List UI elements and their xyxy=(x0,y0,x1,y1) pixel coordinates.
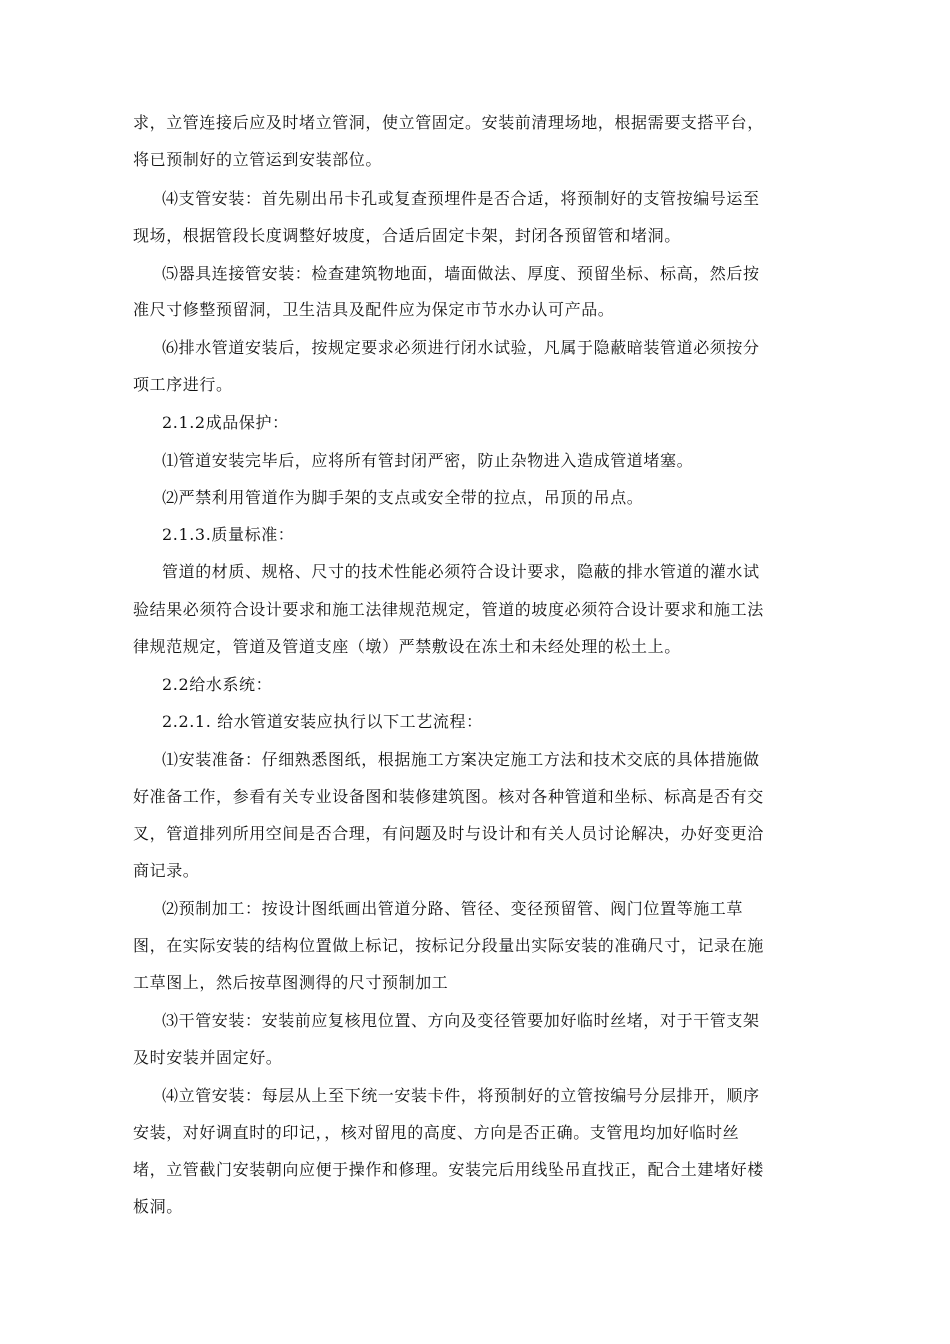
body-text-line: 管道的材质、规格、尺寸的技术性能必须符合设计要求，隐蔽的排水管道的灌水试 xyxy=(162,562,760,581)
section-heading: 2.2.1. 给水管道安装应执行以下工艺流程： xyxy=(162,712,483,731)
section-heading: 2.1.3.质量标准： xyxy=(162,525,295,544)
body-text-line: 图，在实际安装的结构位置做上标记，按标记分段量出实际安装的准确尺寸，记录在施 xyxy=(133,936,764,955)
body-text-line: 板洞。 xyxy=(133,1197,183,1216)
body-text-line: 验结果必须符合设计要求和施工法律规范规定，管道的坡度必须符合设计要求和施工法 xyxy=(133,600,764,619)
body-text-line: 商记录。 xyxy=(133,861,200,880)
body-text-line: ⑴安装准备：仔细熟悉图纸，根据施工方案决定施工方法和技术交底的具体措施做 xyxy=(162,750,760,769)
body-text-line: ⑷支管安装：首先剔出吊卡孔或复查预埋件是否合适，将预制好的支管按编号运至 xyxy=(162,189,760,208)
body-text-line: ⑵预制加工：按设计图纸画出管道分路、管径、变径预留管、阀门位置等施工草 xyxy=(162,899,744,918)
body-text-line: 工草图上，然后按草图测得的尺寸预制加工 xyxy=(133,973,449,992)
section-heading: 2.1.2成品保护： xyxy=(162,413,289,432)
body-text-line: ⑴管道安装完毕后，应将所有管封闭严密，防止杂物进入造成管道堵塞。 xyxy=(162,451,694,470)
body-text-line: 项工序进行。 xyxy=(133,375,233,394)
body-text-line: ⑷立管安装：每层从上至下统一安装卡件，将预制好的立管按编号分层排开，顺序 xyxy=(162,1086,760,1105)
body-text-line: ⑵严禁利用管道作为脚手架的支点或安全带的拉点，吊顶的吊点。 xyxy=(162,488,644,507)
body-text-line: 律规范规定，管道及管道支座（墩）严禁敷设在冻土和未经处理的松土上。 xyxy=(133,637,681,656)
body-text-line: 堵，立管截门安装朝向应便于操作和修理。安装完后用线坠吊直找正，配合土建堵好楼 xyxy=(133,1160,764,1179)
body-text-line: ⑶干管安装：安装前应复核甩位置、方向及变径管要加好临时丝堵，对于干管支架 xyxy=(162,1011,760,1030)
body-text-line: 现场，根据管段长度调整好坡度，合适后固定卡架，封闭各预留管和堵洞。 xyxy=(133,226,681,245)
body-text-line: 准尺寸修整预留洞，卫生洁具及配件应为保定市节水办认可产品。 xyxy=(133,300,615,319)
body-text-line: ⑹排水管道安装后，按规定要求必须进行闭水试验，凡属于隐蔽暗装管道必须按分 xyxy=(162,338,760,357)
body-text-line: 求，立管连接后应及时堵立管洞，使立管固定。安装前清理场地，根据需要支搭平台， xyxy=(133,113,764,132)
body-text-line: 叉，管道排列所用空间是否合理，有问题及时与设计和有关人员讨论解决，办好变更洽 xyxy=(133,824,764,843)
body-text-line: 及时安装并固定好。 xyxy=(133,1048,283,1067)
section-heading: 2.2给水系统： xyxy=(162,675,273,694)
body-text-line: 将已预制好的立管运到安装部位。 xyxy=(133,150,383,169)
body-text-line: 好准备工作，参看有关专业设备图和装修建筑图。核对各种管道和坐标、标高是否有交 xyxy=(133,787,764,806)
body-text-line: 安装，对好调直时的印记，，核对留甩的高度、方向是否正确。支管甩均加好临时丝 xyxy=(133,1123,740,1142)
body-text-line: ⑸器具连接管安装：检查建筑物地面，墙面做法、厚度、预留坐标、标高，然后按 xyxy=(162,264,760,283)
